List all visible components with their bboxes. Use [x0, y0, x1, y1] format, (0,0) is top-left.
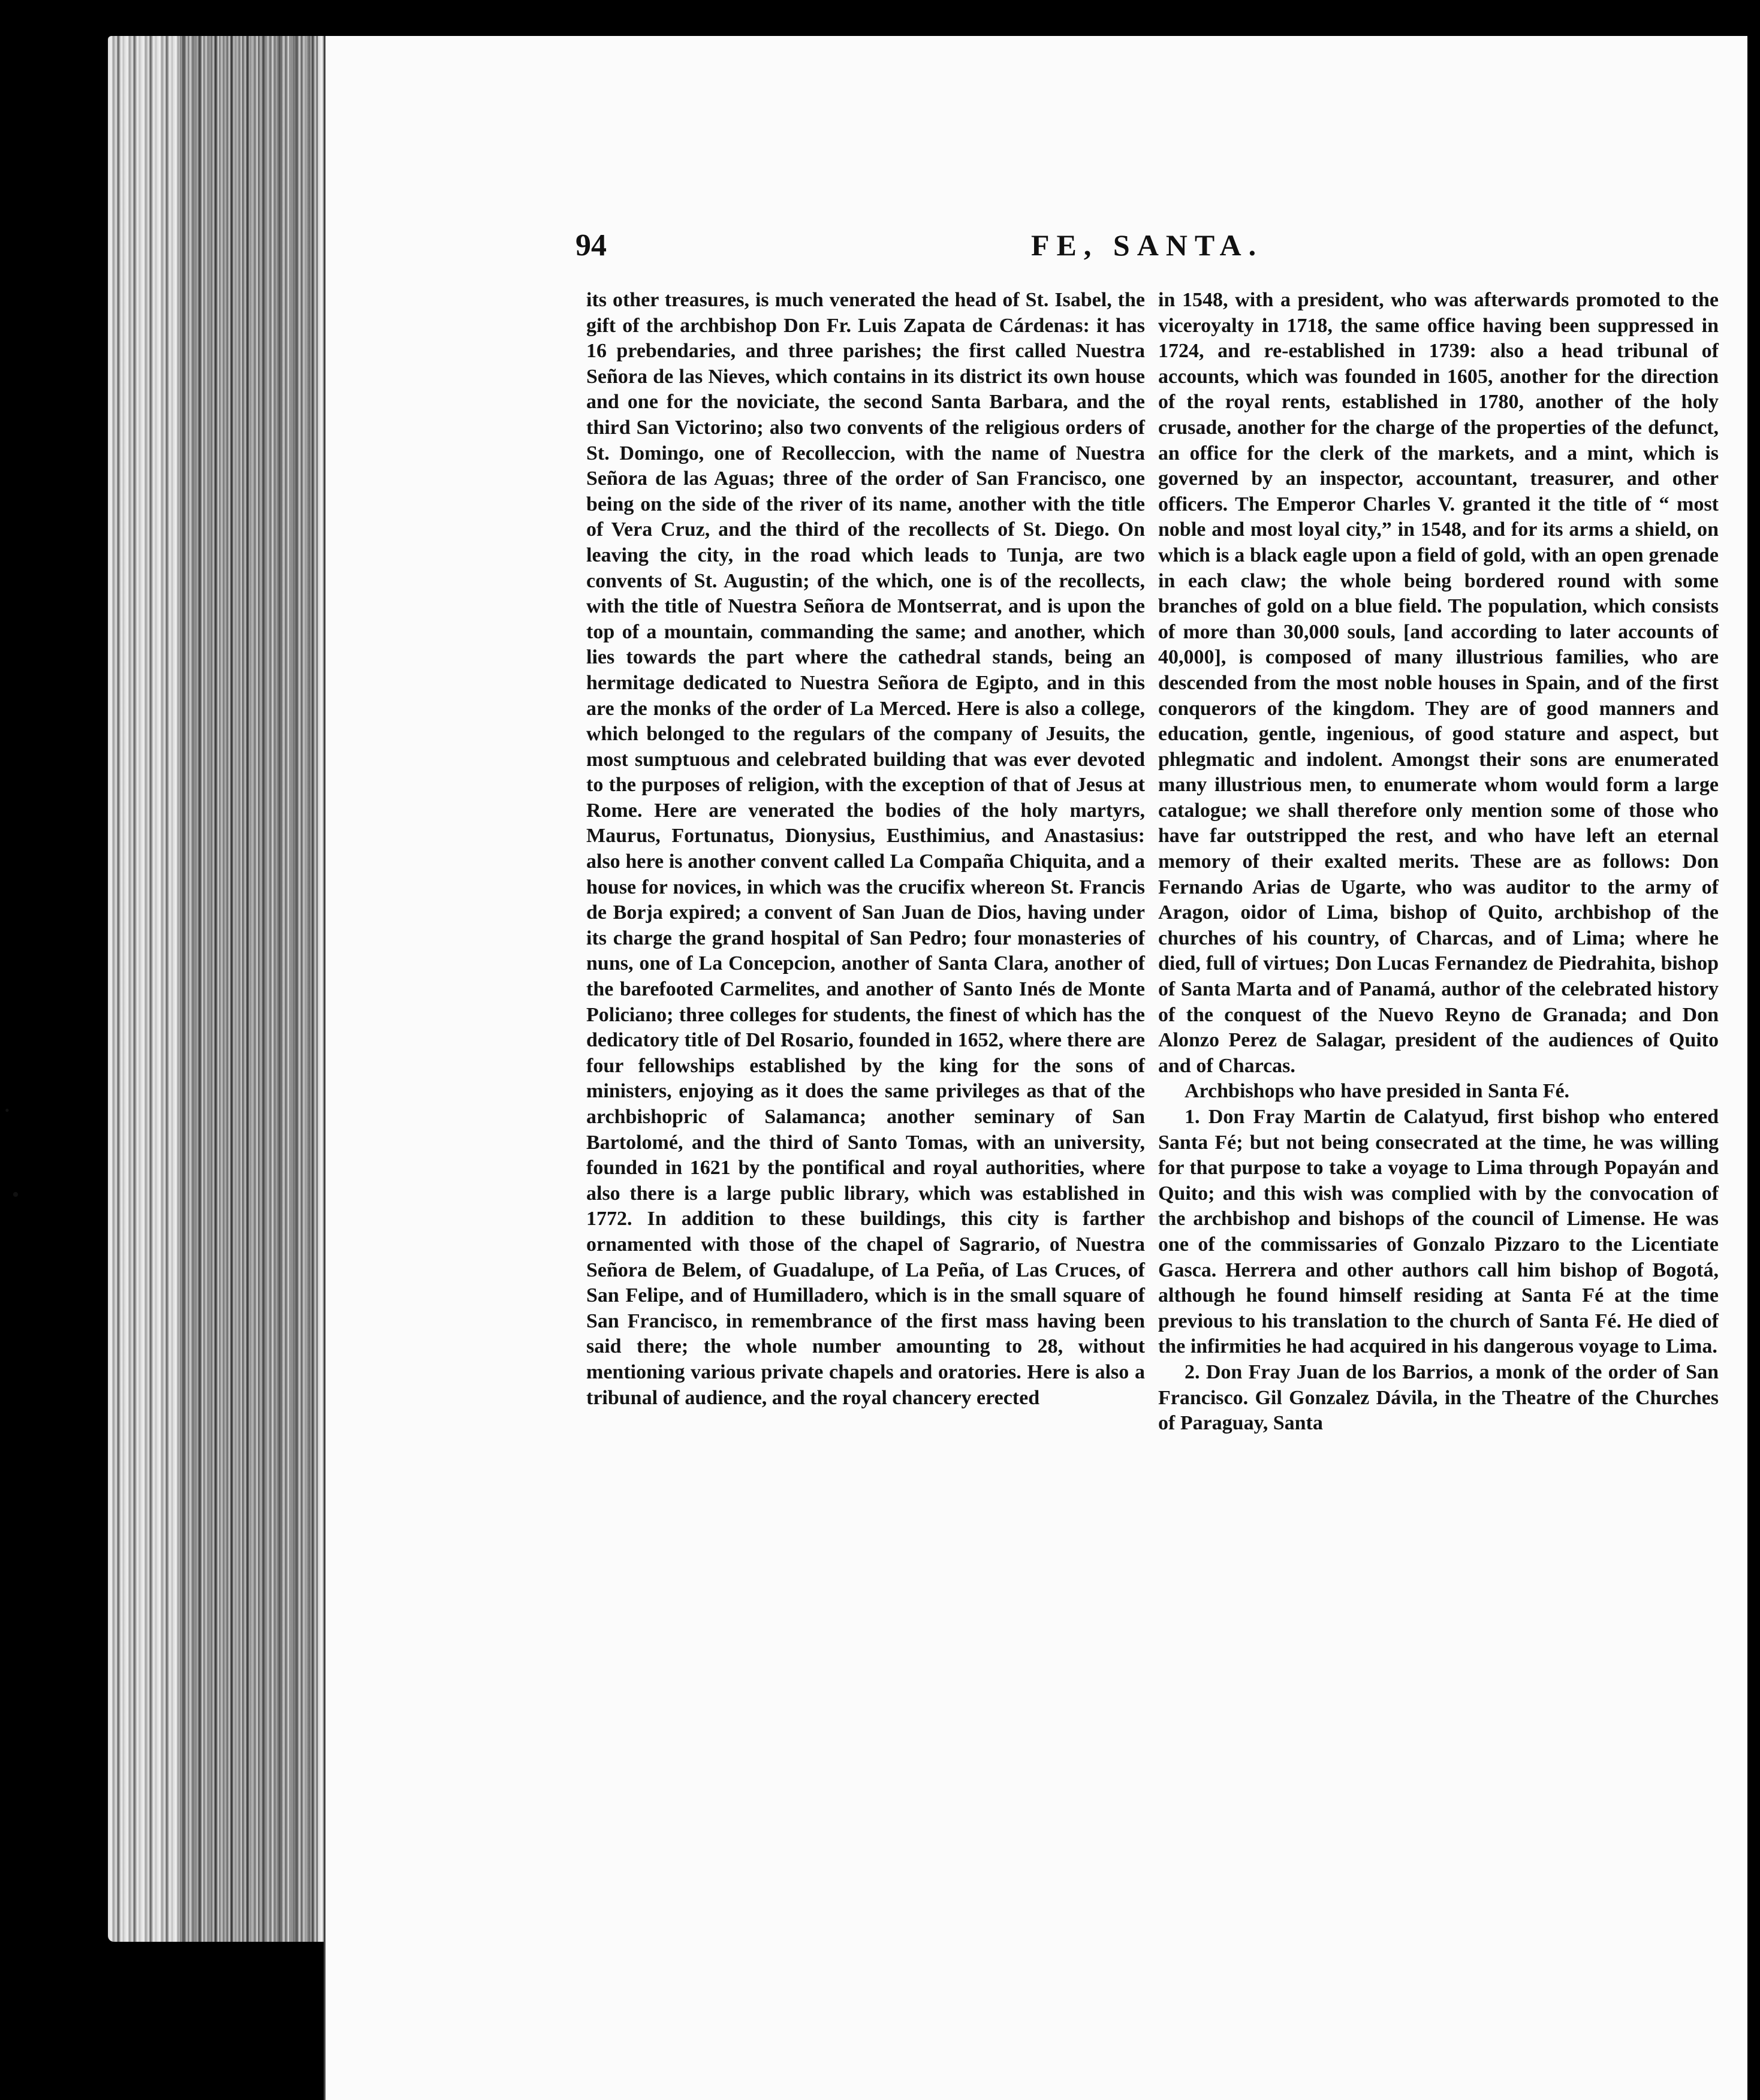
paragraph: its other treasures, is much venerated the head of St. Isabel, the gift of the archbishop Don Fr. Luis Zapata de Cárdenas: it has 16 prebendaries, and three parishes; the first called Nuestra Señora de las Nieves, which contains in its district its own house and one for the noviciate, the second Santa Barbara, and the third San Victorino; also two convents of the religious orders of St. Domingo, one of Recolleccion, with the name of Nuestra Señora de las Aguas; three of the order of San Francisco, one being on the side of the river of its name, another with the title of Vera Cruz, and the third of the recollects of St. Diego. On leaving the city, in the road which leads to Tunja, are two convents of St. Augustin; of the which, one is of the recollects, with the title of Nuestra Señora de Montserrat, and is upon the top of a mountain, commanding the same; and another, which lies towards the part where the cathedral stands, being an hermitage dedicated to Nuestra Señora de Egipto, and in this are the monks of the order of La Merced. Here is also a college, which belonged to the regulars of the company of Jesuits, the most sumptuous and celebrated building that was ever devoted to the purposes of religion, with the exception of that of Jesus at Rome. Here are venerated the bodies of the holy martyrs, Maurus, Fortunatus, Dionysius, Eusthimius, and Anastasius: also here is another convent called La Compaña Chiquita, and a house for novices, in which was the crucifix whereon St. Francis de Borja expired; a convent of San Juan de Dios, having under its charge the grand hospital of San Pedro; four monasteries of nuns, one of La Concepcion, another of Santa Clara, another of the barefooted Carmelites, and another of Santo Inés de Monte Policiano; three colleges for students, the finest of which has the dedicatory title of Del Rosario, founded in 1652, where there are four fellowships established by the king for the sons of ministers, enjoying as it does the same privileges as that of the archbishopric of Salamanca; another seminary of San Bartolomé, and the third of Santo Tomas, with an university, founded in 1621 by the pontifical and royal authorities, where also there is a large public library, which was established in 1772. In addition to these buildings, this city is farther ornamented with those of the chapel of Sagrario, of Nuestra Señora de Belem, of Guadalupe, of La Peña, of Las Cruces, of San Felipe, and of Humilladero, which is in the small square of San Francisco, in remembrance of the first mass having been said there; the whole number amounting to 28, without mentioning various private chapels and oratories. Here is also a tribunal of audience, and the royal chancery erected: [586, 289, 1145, 1409]
scan-speck: •: [12, 1184, 19, 1206]
paragraph: in 1548, with a president, who was afterwards promoted to the viceroyalty in 1718, the same office having been suppressed in 1724, and re-established in 1739: also a head tribunal of accounts, which was founded in 1605, another for the direction of the royal rents, established in 1780, another of the holy crusade, another for the charge of the properties of the defunct, an office for the clerk of the markets, and a mint, which is governed by an inspector, accountant, treasurer, and other officers. The Emperor Charles V. granted it the title of “ most noble and most loyal city,” in 1548, and for its arms a shield, on which is a black eagle upon a field of gold, with an open grenade in each claw; the whole being bordered round with some branches of gold on a blue field. The population, which consists of more than 30,000 souls, [and according to later accounts of 40,000], is composed of many illustrious families, who are descended from the most noble houses in Spain, and of the first conquerors of the kingdom. They are of good manners and education, gentle, ingenious, of good stature and aspect, but phlegmatic and indolent. Amongst their sons are enumerated many illustrious men, to enumerate whom would form a large catalogue; we shall therefore only mention some of those who have far outstripped the rest, and who have left an eternal memory of their exalted merits. These are as follows: Don Fernando Arias de Ugarte, who was auditor to the army of Aragon, oidor of Lima, bishop of Quito, archbishop of the churches of his country, of Charcas, and of Lima; where he died, full of virtues; Don Lucas Fernandez de Piedrahita, bishop of Santa Marta and of Panamá, author of the celebrated history of the conquest of the Nuevo Reyno de Granada; and Don Alonzo Perez de Salagar, president of the audiences of Quito and of Charcas.: [1158, 289, 1719, 1077]
scan-speck: •: [5, 1103, 10, 1118]
paragraph: 2. Don Fray Juan de los Barrios, a monk of the order of San Francisco. Gil Gonzalez Dávila, in the Theatre of the Churches of Paraguay, Santa: [1158, 1360, 1719, 1435]
page-number: 94: [575, 228, 607, 262]
section-heading: Archbishops who have presided in Santa Fé.: [1185, 1080, 1570, 1103]
book-page-edges-shadow: [180, 36, 318, 1942]
running-title: FE, SANTA.: [1031, 228, 1264, 262]
paragraph: 1. Don Fray Martin de Calatyud, first bishop who entered Santa Fé; but not being consecrated at the time, he was willing for that purpose to take a voyage to Lima through Popayán and Quito; and this wish was complied with by the convocation of the archbishop and bishops of the council of Limense. He was one of the commissaries of Gonzalo Pizzaro to the Licentiate Gasca. Herrera and other authors call him bishop of Bogotá, although he found himself residing at Santa Fé at the time previous to his translation to the church of Santa Fé. He died of the infirmities he had acquired in his dangerous voyage to Lima.: [1158, 1106, 1719, 1358]
text-column-left: [586, 288, 1145, 1411]
text-column-right: [1158, 288, 1719, 1437]
running-head: [575, 228, 1738, 270]
